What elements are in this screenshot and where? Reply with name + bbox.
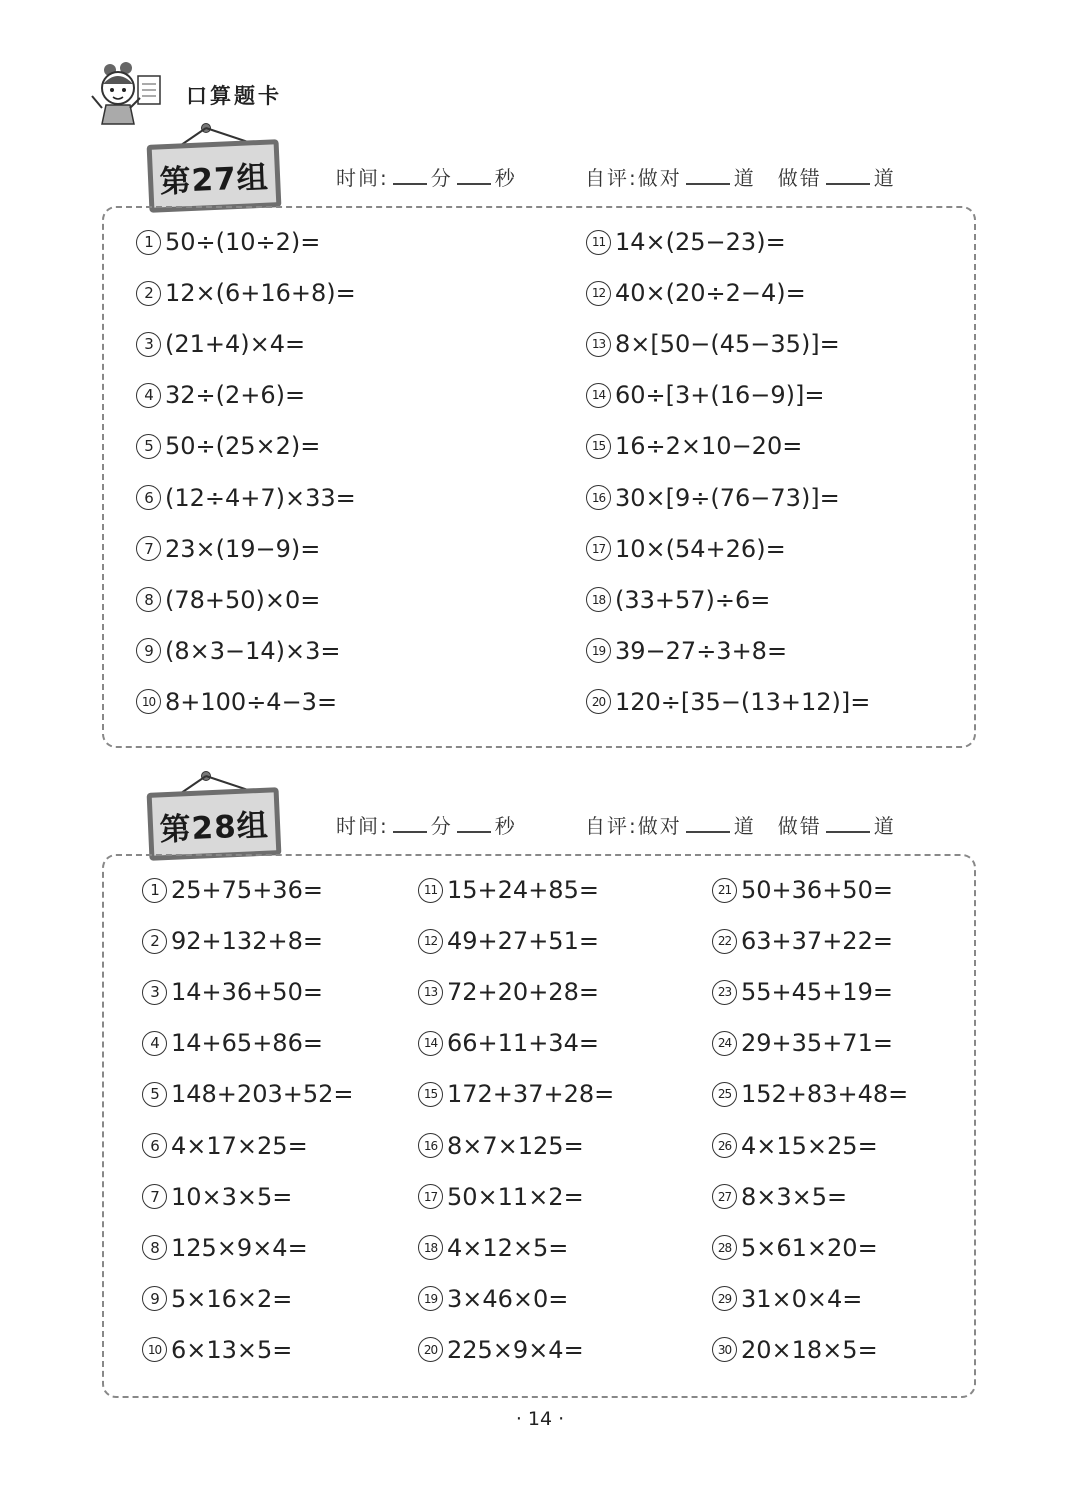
problem-item [712,1026,893,1060]
problem-item [586,276,806,310]
problem-number: 17 [418,1184,443,1209]
problem-item [586,634,787,668]
problem-number: 21 [712,878,737,903]
problem-expression: 3×46×0= [447,1284,569,1313]
problem-number: 12 [418,929,443,954]
problem-item [142,1282,292,1316]
problem-number: 1 [142,878,167,903]
problem-expression: 15+24+85= [447,876,599,904]
problem-item [142,924,323,958]
problem-number: 11 [418,878,443,903]
problem-item [586,532,786,566]
problem-expression: 148+203+52= [171,1080,354,1109]
problem-item [418,1231,568,1265]
problem-number: 22 [712,929,737,954]
problem-item [586,429,802,463]
problem-item [418,1026,599,1060]
self-eval-field: 自评:做对 道 做错 道 [585,166,896,190]
problem-number: 3 [136,332,161,357]
problem-number: 9 [142,1286,167,1311]
problem-item [142,1077,353,1111]
problem-expression: 66+11+34= [447,1029,599,1058]
problem-item [136,634,341,668]
problem-number: 17 [586,536,611,561]
problem-expression: 60÷[3+(16−9)]= [615,381,825,410]
problem-number: 15 [586,434,611,459]
problem-expression: 225×9×4= [447,1335,584,1364]
problem-item [418,1333,584,1367]
problem-number: 30 [712,1337,737,1362]
problem-expression: 40×(20÷2−4)= [615,279,806,308]
problem-expression: 8×[50−(45−35)]= [615,330,840,359]
problem-item [712,1231,878,1265]
problem-expression: 20×18×5= [741,1335,878,1364]
problem-item [586,378,825,412]
problems-panel [102,206,976,748]
problem-number: 5 [142,1082,167,1107]
problem-expression: 50×11×2= [447,1182,584,1211]
problem-item [142,1129,308,1163]
problem-expression: (8×3−14)×3= [165,636,341,665]
problem-number: 26 [712,1133,737,1158]
problem-expression: 39−27÷3+8= [615,636,788,665]
problem-item [586,685,870,719]
problem-expression: 125×9×4= [171,1233,308,1262]
problem-item [586,481,840,515]
problem-number: 7 [142,1184,167,1209]
problem-expression: 14+36+50= [171,978,323,1007]
problem-item [142,1026,323,1060]
problem-item [136,225,320,259]
problem-number: 27 [712,1184,737,1209]
problem-number: 20 [418,1337,443,1362]
problem-item [142,873,323,907]
problem-number: 24 [712,1031,737,1056]
problem-expression: 14×(25−23)= [615,228,786,256]
problem-number: 5 [136,434,161,459]
problem-number: 6 [142,1133,167,1158]
problem-number: 16 [586,485,611,510]
group-badge: 第28组 [147,787,282,861]
problem-expression: 29+35+71= [741,1029,893,1058]
problem-item [418,1282,568,1316]
problem-number: 19 [418,1286,443,1311]
problem-number: 28 [712,1235,737,1260]
problem-item [586,327,840,361]
problem-item [418,1077,614,1111]
problem-number: 23 [712,980,737,1005]
problem-number: 10 [142,1337,167,1362]
problem-expression: (21+4)×4= [165,330,306,359]
problem-expression: (78+50)×0= [165,585,321,614]
problem-number: 8 [142,1235,167,1260]
problem-item [418,975,599,1009]
problem-expression: 72+20+28= [447,978,599,1007]
problem-number: 9 [136,638,161,663]
problem-expression: 10×3×5= [171,1182,293,1211]
problem-expression: 8×3×5= [741,1182,848,1211]
problem-item [418,1180,584,1214]
problem-item [142,1333,292,1367]
problem-item [712,1180,847,1214]
problem-number: 18 [586,587,611,612]
problem-number: 10 [136,689,161,714]
problem-item [142,1180,292,1214]
problem-expression: 120÷[35−(13+12)]= [615,687,871,716]
problem-number: 4 [136,383,161,408]
time-field: 时间: 分 秒 [336,814,517,838]
problem-number: 19 [586,638,611,663]
problem-number: 25 [712,1082,737,1107]
problem-expression: 12×(6+16+8)= [165,279,356,308]
problem-expression: 172+37+28= [447,1080,615,1109]
problem-number: 8 [136,587,161,612]
problem-item [712,975,893,1009]
problem-number: 12 [586,281,611,306]
problem-number: 13 [586,332,611,357]
problem-item [586,583,770,617]
problem-expression: 23×(19−9)= [165,534,321,563]
problem-expression: 4×17×25= [171,1131,308,1160]
problem-item [418,924,599,958]
self-eval-field: 自评:做对 道 做错 道 [585,814,896,838]
problem-expression: 25+75+36= [171,876,323,904]
problem-item [142,1231,308,1265]
problem-number: 6 [136,485,161,510]
problem-expression: 10×(54+26)= [615,534,786,563]
problem-number: 1 [136,230,161,255]
problem-number: 14 [418,1031,443,1056]
problem-expression: 16÷2×10−20= [615,432,803,461]
page-number: · 14 · [515,1408,565,1430]
problem-item [136,481,356,515]
problem-item [136,685,337,719]
problem-number: 3 [142,980,167,1005]
problem-expression: 31×0×4= [741,1284,863,1313]
problem-item [136,429,320,463]
group-27 [0,120,1080,750]
time-field: 时间: 分 秒 [336,166,517,190]
problem-item [712,1282,862,1316]
problem-expression: 5×16×2= [171,1284,293,1313]
problem-item [142,975,323,1009]
problem-expression: 50+36+50= [741,876,893,904]
problem-expression: 49+27+51= [447,927,599,956]
problem-item [136,583,320,617]
problem-number: 16 [418,1133,443,1158]
problem-number: 29 [712,1286,737,1311]
problem-number: 18 [418,1235,443,1260]
problem-expression: 8×7×125= [447,1131,584,1160]
header-title: 口算题卡 [186,84,282,108]
problem-number: 2 [136,281,161,306]
problem-expression: 6×13×5= [171,1335,293,1364]
problem-number: 11 [586,230,611,255]
problem-item [712,924,893,958]
problem-expression: 50÷(25×2)= [165,432,321,461]
problem-expression: (12÷4+7)×33= [165,483,356,512]
group-28 [0,768,1080,1400]
problem-expression: 4×12×5= [447,1233,569,1262]
problem-item [418,1129,584,1163]
problem-expression: 4×15×25= [741,1131,878,1160]
problem-item [136,532,320,566]
group-badge: 第27组 [147,139,282,213]
problem-expression: 50÷(10÷2)= [165,228,321,256]
problem-expression: 5×61×20= [741,1233,878,1262]
problem-number: 4 [142,1031,167,1056]
problem-item [586,225,786,259]
problem-expression: 14+65+86= [171,1029,323,1058]
problem-expression: 55+45+19= [741,978,893,1007]
problem-expression: 92+132+8= [171,927,323,956]
problem-expression: 63+37+22= [741,927,893,956]
problem-expression: 30×[9÷(76−73)]= [615,483,840,512]
problem-item [712,873,893,907]
problem-expression: 32÷(2+6)= [165,381,306,410]
problem-item [136,378,305,412]
problem-number: 14 [586,383,611,408]
problem-item [712,1333,878,1367]
problem-expression: (33+57)÷6= [615,585,771,614]
problem-item [136,276,356,310]
problem-item [712,1077,908,1111]
problem-number: 13 [418,980,443,1005]
problems-panel [102,854,976,1398]
problem-item [418,873,599,907]
problem-item [712,1129,878,1163]
problem-item [136,327,305,361]
problem-number: 2 [142,929,167,954]
problem-expression: 8+100÷4−3= [165,687,338,716]
problem-number: 7 [136,536,161,561]
problem-number: 20 [586,689,611,714]
problem-number: 15 [418,1082,443,1107]
problem-expression: 152+83+48= [741,1080,909,1109]
